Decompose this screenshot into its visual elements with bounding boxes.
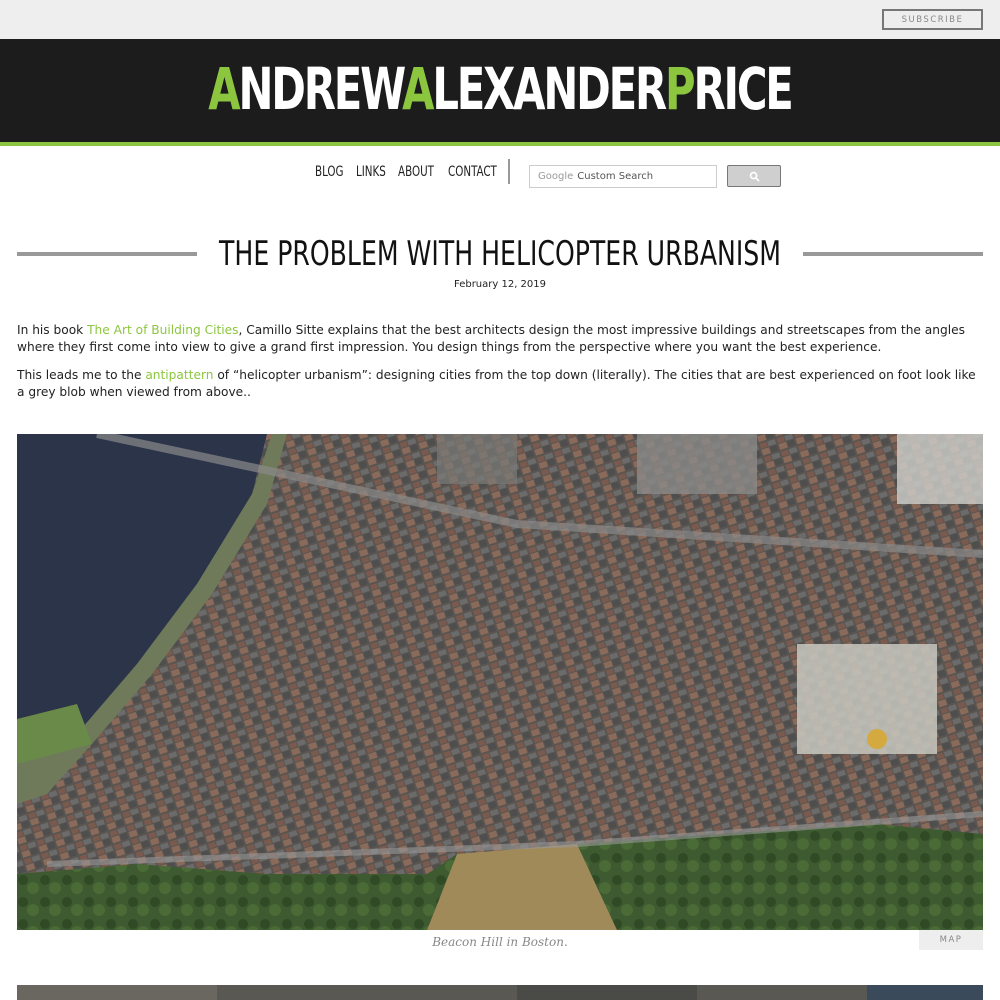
post-title: THE PROBLEM WITH HELICOPTER URBANISM <box>219 234 781 274</box>
google-brand-label: Google <box>538 171 574 182</box>
nav-divider <box>508 159 510 184</box>
p1-text-after: , Camillo Sitte explains that the best architects design the most impressive buildings and streetscapes from the angles where they first come into view to give a grand first impression. You design things from the perspective where you want the best experience. <box>17 323 965 354</box>
map-button[interactable]: MAP <box>919 930 983 950</box>
nav-links <box>315 162 508 182</box>
title-rule-right <box>803 252 983 256</box>
antipattern-link[interactable]: antipattern <box>145 368 214 382</box>
subscribe-button[interactable]: SUBSCRIBE <box>882 9 983 30</box>
article-body <box>17 322 983 412</box>
nav-link-about[interactable]: ABOUT <box>398 164 435 180</box>
nav-link-links[interactable]: LINKS <box>355 164 386 180</box>
top-bar <box>0 0 1000 39</box>
logo-part: NDREW <box>238 55 403 123</box>
logo-part: A <box>402 55 433 123</box>
nav-link-contact[interactable]: CONTACT <box>448 164 497 180</box>
p2-text-before: This leads me to the <box>17 368 146 382</box>
main-nav <box>0 160 1000 190</box>
logo-part: LEXANDER <box>432 55 665 123</box>
book-link[interactable]: The Art of Building Cities <box>87 323 239 337</box>
logo-part: P <box>664 55 694 123</box>
logo-part: RICE <box>693 55 792 123</box>
search-input[interactable] <box>529 165 717 188</box>
post-title-row <box>0 232 1000 276</box>
magnifier-icon <box>749 171 760 182</box>
second-aerial-photo-image <box>17 985 983 1000</box>
aerial-photo-beacon-hill <box>17 434 983 930</box>
p2-text-after: of “helicopter urbanism”: designing cities from the top down (literally). The cities that are best experienced on foot look like a grey blob when viewed from above.. <box>17 368 976 399</box>
figure-caption: Beacon Hill in Boston. <box>432 935 568 949</box>
paragraph-1 <box>17 322 983 356</box>
site-logo[interactable] <box>140 50 860 128</box>
logo-part: A <box>208 55 239 123</box>
aerial-photo-image <box>17 434 983 930</box>
nav-link-blog[interactable]: BLOG <box>315 164 344 180</box>
post-date: February 12, 2019 <box>453 279 547 290</box>
p1-text-before: In his book <box>17 323 88 337</box>
second-aerial-photo <box>17 985 983 1000</box>
search-button[interactable] <box>727 165 781 187</box>
masthead-accent-stripe <box>0 142 1000 146</box>
search-placeholder: Custom Search <box>577 171 654 182</box>
paragraph-2 <box>17 367 983 401</box>
